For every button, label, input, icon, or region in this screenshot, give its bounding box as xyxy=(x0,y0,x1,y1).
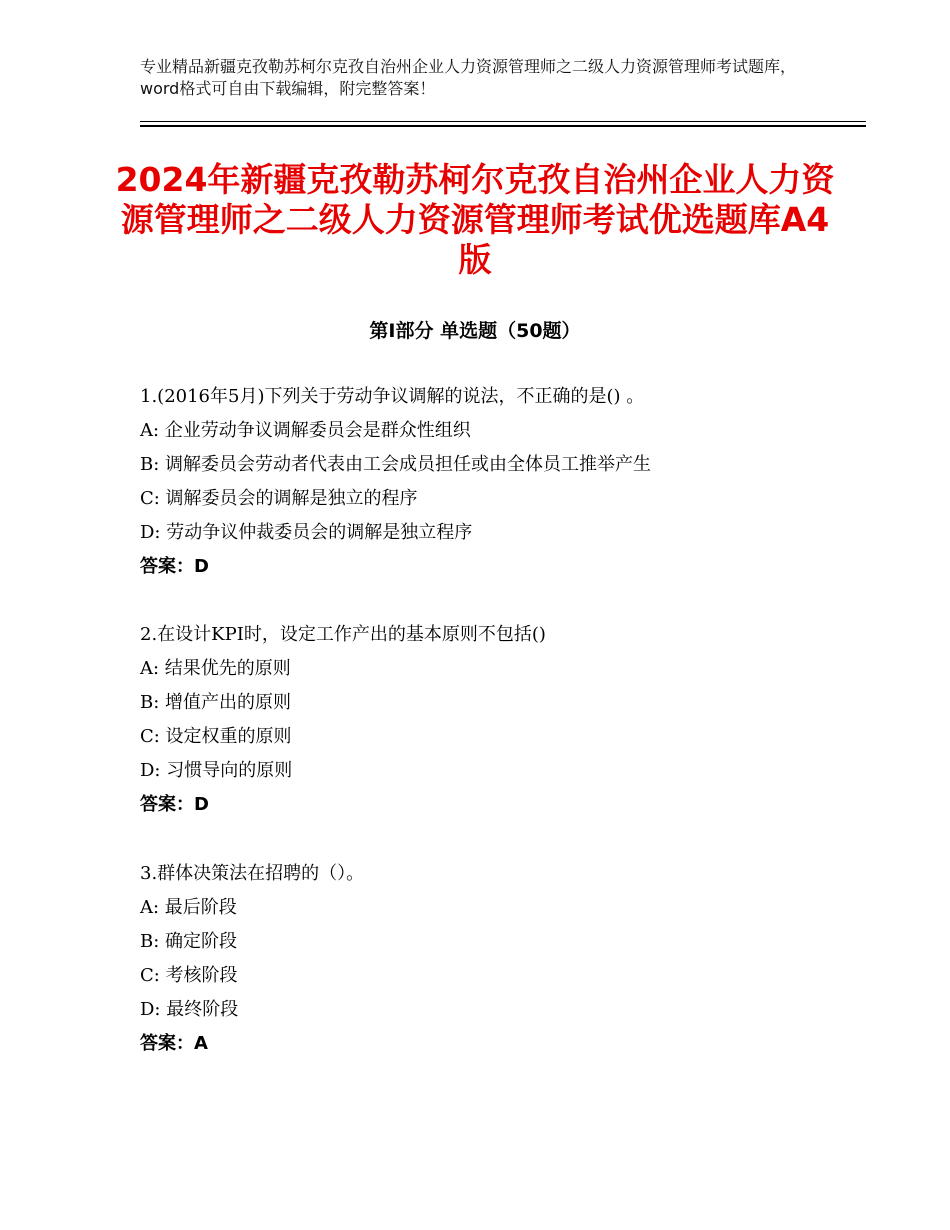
answer: 答案：A xyxy=(140,1033,208,1054)
option-a: A: 企业劳动争议调解委员会是群众性组织 xyxy=(140,420,471,441)
question-2 xyxy=(140,618,900,822)
question-stem: 1.(2016年5月)下列关于劳动争议调解的说法，不正确的是() 。 xyxy=(140,386,645,407)
answer: 答案：D xyxy=(140,556,209,577)
section-title: 第Ⅰ部分 单选题（50题） xyxy=(369,320,581,342)
option-b: B: 调解委员会劳动者代表由工会成员担任或由全体员工推举产生 xyxy=(140,454,652,475)
question-stem: 2.在设计KPI时，设定工作产出的基本原则不包括() xyxy=(140,624,546,645)
option-c: C: 调解委员会的调解是独立的程序 xyxy=(140,488,418,509)
header-note: 专业精品新疆克孜勒苏柯尔克孜自治州企业人力资源管理师之二级人力资源管理师考试题库，word格式可自由下载编辑，附完整答案！ xyxy=(140,57,797,98)
option-d: D: 劳动争议仲裁委员会的调解是独立程序 xyxy=(140,522,473,543)
question-stem: 3.群体决策法在招聘的（）。 xyxy=(140,863,365,884)
option-a: A: 结果优先的原则 xyxy=(140,658,291,679)
document-title: 2024年新疆克孜勒苏柯尔克孜自治州企业人力资源管理师之二级人力资源管理师考试优选题库A4版 xyxy=(115,160,835,279)
option-d: D: 最终阶段 xyxy=(140,999,239,1020)
option-c: C: 考核阶段 xyxy=(140,965,238,986)
option-a: A: 最后阶段 xyxy=(140,897,237,918)
header-divider-thin xyxy=(140,121,866,122)
option-d: D: 习惯导向的原则 xyxy=(140,760,293,781)
option-c: C: 设定权重的原则 xyxy=(140,726,292,747)
question-1 xyxy=(140,380,900,584)
header-divider-thick xyxy=(140,125,866,127)
answer: 答案：D xyxy=(140,794,209,815)
option-b: B: 增值产出的原则 xyxy=(140,692,292,713)
question-3 xyxy=(140,857,900,1061)
option-b: B: 确定阶段 xyxy=(140,931,238,952)
